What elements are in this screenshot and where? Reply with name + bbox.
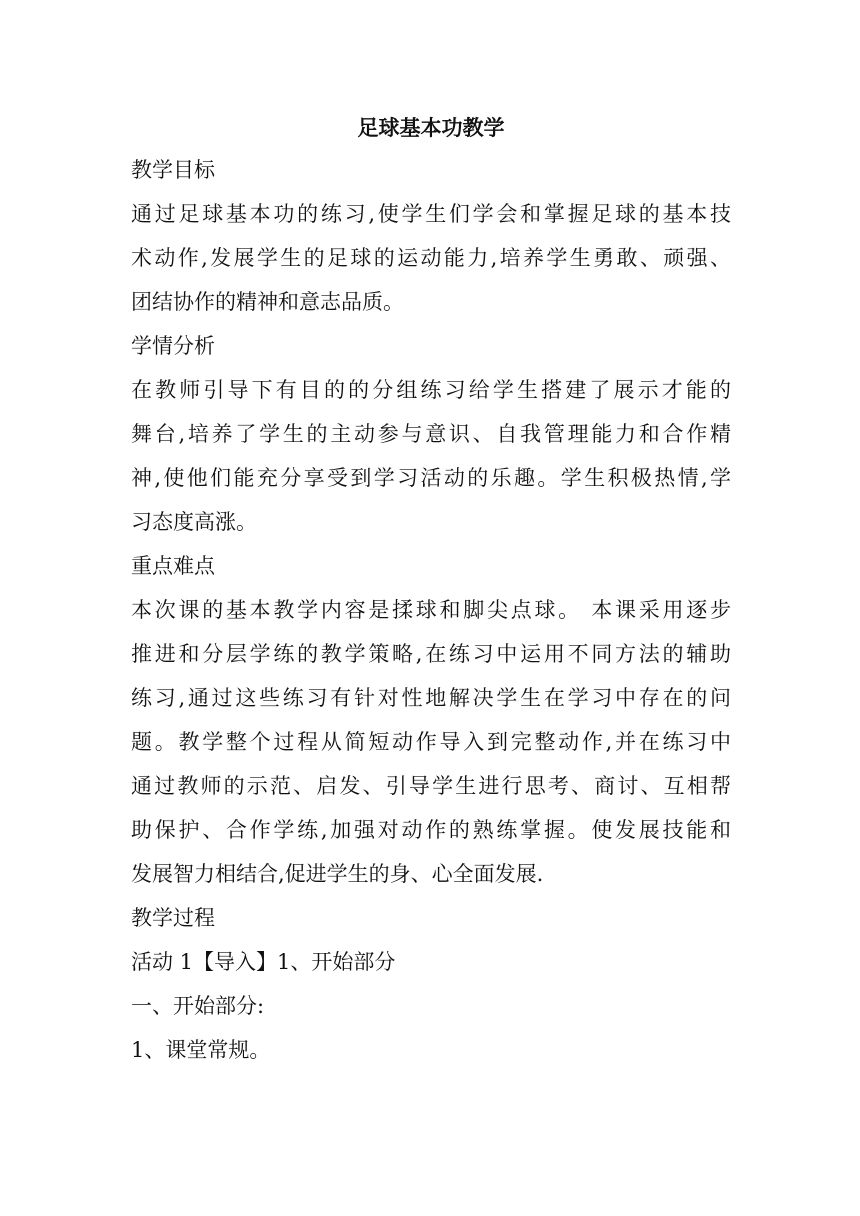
paragraph-line: 题。教学整个过程从简短动作导入到完整动作,并在练习中 (131, 730, 731, 754)
paragraph-line: 本次课的基本教学内容是揉球和脚尖点球。 本课采用逐步 (131, 598, 731, 622)
document-page (131, 108, 731, 1072)
subsection-heading: 一、开始部分: (131, 994, 265, 1018)
section-heading-key-points: 重点难点 (131, 554, 215, 578)
paragraph-line: 通过足球基本功的练习,使学生们学会和掌握足球的基本技 (131, 202, 731, 226)
paragraph-line: 神,使他们能充分享受到学习活动的乐趣。学生积极热情,学 (131, 466, 731, 490)
paragraph-line: 推进和分层学练的教学策略,在练习中运用不同方法的辅助 (131, 642, 731, 666)
paragraph-line: 练习,通过这些练习有针对性地解决学生在学习中存在的问 (131, 686, 731, 710)
paragraph-line: 在教师引导下有目的的分组练习给学生搭建了展示才能的 (131, 378, 731, 402)
section-heading-objectives: 教学目标 (131, 158, 215, 182)
paragraph-line: 团结协作的精神和意志品质。 (131, 290, 404, 314)
paragraph-line: 助保护、合作学练,加强对动作的熟练掌握。使发展技能和 (131, 818, 731, 842)
section-heading-analysis: 学情分析 (131, 334, 215, 358)
paragraph-line: 术动作,发展学生的足球的运动能力,培养学生勇敢、顽强、 (131, 246, 731, 270)
paragraph-line: 习态度高涨。 (131, 510, 257, 534)
section-heading-process: 教学过程 (131, 906, 215, 930)
activity-heading: 活动 1【导入】1、开始部分 (131, 950, 396, 974)
paragraph-line: 通过教师的示范、启发、引导学生进行思考、商讨、互相帮 (131, 774, 731, 798)
document-title: 足球基本功教学 (357, 115, 505, 140)
paragraph-line: 舞台,培养了学生的主动参与意识、自我管理能力和合作精 (131, 422, 731, 446)
list-item: 1、课堂常规。 (131, 1038, 271, 1062)
paragraph-line: 发展智力相结合,促进学生的身、心全面发展. (131, 862, 544, 886)
